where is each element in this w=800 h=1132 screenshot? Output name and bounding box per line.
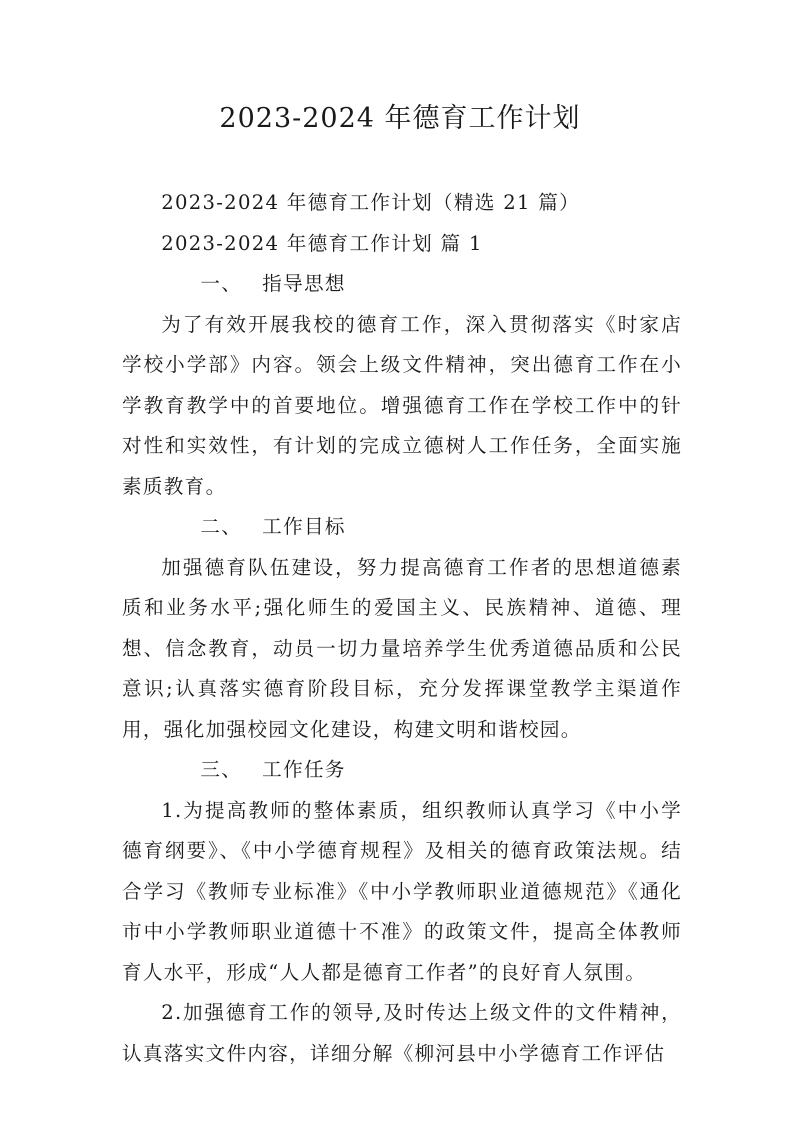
- paragraph: 2.加强德育工作的领导,及时传达上级文件的文件精神，认真落实文件内容，详细分解《柳河县中小学德育工作评估: [122, 1001, 682, 1065]
- section-title: 工作目标: [262, 515, 346, 538]
- document-title: 2023-2024 年德育工作计划: [219, 103, 581, 134]
- paragraph: 加强德育队伍建设，努力提高德育工作者的思想道德素质和业务水平;强化师生的爱国主义、民族精神、道德、理想、信念教育，动员一切力量培养学生优秀道德品质和公民意识;认真落实德育阶段目标，充分发挥课堂教学主渠道作用，强化加强校园文化建设，构建文明和谐校园。: [122, 555, 682, 741]
- section-heading-work-tasks: [122, 750, 682, 791]
- document-body: [122, 183, 682, 1074]
- article-heading: 2023-2024 年德育工作计划 篇 1: [161, 231, 483, 255]
- section-title: 工作任务: [262, 758, 346, 781]
- document-subtitle: 2023-2024 年德育工作计划（精选 21 篇）: [161, 191, 581, 214]
- paragraph: 1.为提高教师的整体素质，组织教师认真学习《中小学德育纲要》、《中小学德育规程》及相关的德育政策法规。结合学习《教师专业标准》《中小学教师职业道德规范》《通化市中小学教师职业道德十不准》的政策文件，提高全体教师育人水平，形成“人人都是德育工作者”的良好育人氛围。: [122, 798, 682, 984]
- section-heading-guiding-ideology: [122, 264, 682, 305]
- section-number: 一、: [200, 272, 243, 295]
- section-title: 指导思想: [262, 272, 346, 295]
- section-heading-work-goals: [122, 507, 682, 548]
- section-number: 三、: [200, 758, 243, 781]
- section-number: 二、: [200, 515, 243, 538]
- paragraph: 为了有效开展我校的德育工作，深入贯彻落实《时家店学校小学部》内容。领会上级文件精神，突出德育工作在小学教育教学中的首要地位。增强德育工作在学校工作中的针对性和实效性，有计划的完成立德树人工作任务，全面实施素质教育。: [122, 312, 682, 498]
